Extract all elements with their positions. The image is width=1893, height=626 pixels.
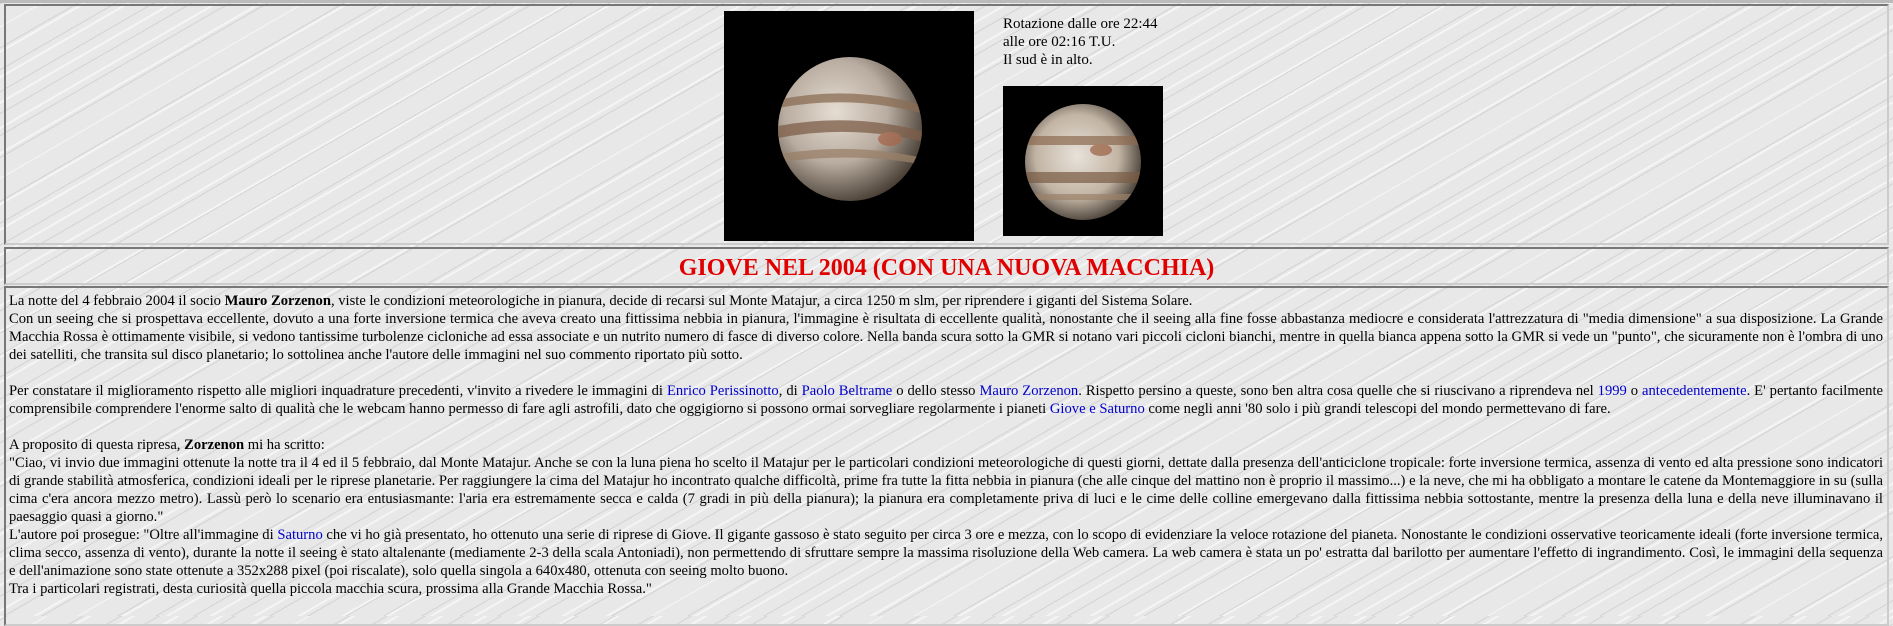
- p2-text-3: o dello stesso: [892, 383, 980, 399]
- link-mauro-zorzenon[interactable]: Mauro Zorzenon: [979, 383, 1079, 399]
- p3-text-4: L'autore poi prosegue: "Oltre all'immagine di: [9, 527, 278, 543]
- p2-text-5: o: [1626, 383, 1643, 399]
- top-border-strip: [0, 0, 1893, 3]
- link-1999[interactable]: 1999: [1597, 383, 1627, 399]
- link-paolo-beltrame[interactable]: Paolo Beltrame: [801, 383, 893, 399]
- p1-text-1: La notte del 4 febbraio 2004 il socio: [9, 293, 225, 309]
- link-saturno-2[interactable]: Saturno: [277, 527, 323, 543]
- author-name-bold: Mauro Zorzenon: [224, 293, 331, 309]
- p3-text-6: Tra i particolari registrati, desta curiosità quella piccola macchia scura, prossima alla Grande Macchia Rossa.": [9, 581, 652, 597]
- p3-text-1: A proposito di questa ripresa,: [9, 437, 185, 453]
- image-caption: [1003, 15, 1158, 69]
- paragraph-2: [9, 382, 1883, 418]
- author-surname-bold: Zorzenon: [184, 437, 245, 453]
- caption-line-2: alle ore 02:16 T.U.: [1003, 34, 1116, 50]
- link-e[interactable]: e: [1089, 401, 1096, 417]
- page-title: GIOVE NEL 2004 (CON UNA NUOVA MACCHIA): [678, 255, 1215, 281]
- p2-text-6: . E' pertanto facilmente comprensibile comprendere l'enorme salto di qualità che le webcam hanno permesso di fare agli astrofili, dato che oggigiorno si possono ormai sorvegliare regolarmente i pianeti: [9, 383, 1883, 417]
- caption-line-3: Il sud è in alto.: [1003, 52, 1093, 68]
- p3-quote-1: "Ciao, vi invio due immagini ottenute la notte tra il 4 ed il 5 febbraio, dal Monte Matajur. Anche se con la luna piena ho scelto il Matajur per le particolari condizioni meteorologiche di questi giorni, dettate dalla presenza dell'anticiclone tropicale: forte inversione termica, assenza di vento ed alta pressione sono indicatori di grande stabilità atmosferica, condizioni ideali per le riprese planetarie. Per raggiungere la cima del Matajur ho incontrato qualche difficoltà, prime fra tutte la fitta nebbia in pianura (che alle cinque del mattino non è proprio il massimo...) e la neve, che mi ha obbligato a montare le catene da Montemaggiore in su (sulla cima c'era ancora mezzo metro). Lassù però lo scenario era entusiasmante: l'aria era estremamente secca e calda (7 gradi in più della pianura); la pianura era completamente priva di luci e le cime delle colline emergevano dalla fittissima nebbia sottostante, mentre la presenza della luna e della neve illuminavano il paesaggio quasi a giorno.": [9, 455, 1883, 525]
- jupiter-photo-large: [724, 11, 974, 241]
- jupiter-image-small[interactable]: [1003, 86, 1163, 236]
- jupiter-image-large[interactable]: [724, 11, 974, 241]
- p1-text-2: , viste le condizioni meteorologiche in pianura, decide di recarsi sul Monte Matajur, a circa 1250 m slm, per riprendere i giganti del Sistema Solare.: [330, 293, 1193, 309]
- caption-line-1: Rotazione dalle ore 22:44: [1003, 16, 1158, 32]
- link-enrico-perissinotto[interactable]: Enrico Perissinotto: [666, 383, 779, 399]
- link-saturno[interactable]: Saturno: [1099, 401, 1145, 417]
- p2-text-4: . Rispetto persino a queste, sono ben altra cosa quelle che si riuscivano a riprendeva nel: [1078, 383, 1598, 399]
- link-giove[interactable]: Giove: [1049, 401, 1086, 417]
- p2-text-1: Per constatare il miglioramento rispetto alle migliori inquadrature precedenti, v'invito a rivedere le immagini di: [9, 383, 667, 399]
- jupiter-photo-small: [1003, 86, 1163, 236]
- p3-text-5: che vi ho già presentato, ho ottenuto una serie di riprese di Giove. Il gigante gassoso è stato seguito per circa 3 ore e mezza, con lo scopo di evidenziare la veloce rotazione del pianeta. Nonostante le condizioni osservative teoricamente ideali (forte inversione termica, clima secco, assenza di vento), durante la notte il seeing è stato altalenante (mediamente 2-3 della scala Antoniadi), non permettendo di sfruttare sempre la massima risoluzione della Web camera. La web camera è stata un po' estratta dal barilotto per aumentare l'effetto di ingrandimento. Così, le immagini della sequenza e dell'animazione sono state ottenute a 352x288 pixel (poi riscalate), solo quella singola a 640x480, ottenuta con seeing molto buono.: [9, 527, 1883, 579]
- link-antecedentemente[interactable]: antecedentemente: [1642, 383, 1747, 399]
- p2-text-2: , di: [778, 383, 802, 399]
- p3-text-2: mi ha scritto:: [244, 437, 325, 453]
- article-body: [9, 292, 1883, 598]
- paragraph-3: [9, 436, 1883, 598]
- p2-text-9: come negli anni '80 solo i più grandi telescopi del mondo permettevano di fare.: [1144, 401, 1611, 417]
- paragraph-1: [9, 292, 1883, 364]
- p1-text-3: Con un seeing che si prospettava eccellente, dovuto a una forte inversione termica che aveva creato una fittissima nebbia in pianura, l'immagine è risultata di eccellente qualità, nonostante che il seeing alla fine fosse abbastanza mediocre e considerata l'attrezzatura di "media dimensione" a sua disposizione. La Grande Macchia Rossa è ottimamente visibile, si vedono tantissime turbolenze cicloniche ad essa associate e un nutrito numero di fasce di diverso colore. Nella banda scura sotto la GMR si notano vari piccoli cicloni bianchi, mentre in quella bianca appena sotto la GMR si vede un "punto", che sicuramente non è l'ombra di uno dei satelliti, che transita sul disco planetario; lo sottolinea anche l'autore delle immagini nel suo commento riportato più sotto.: [9, 311, 1883, 363]
